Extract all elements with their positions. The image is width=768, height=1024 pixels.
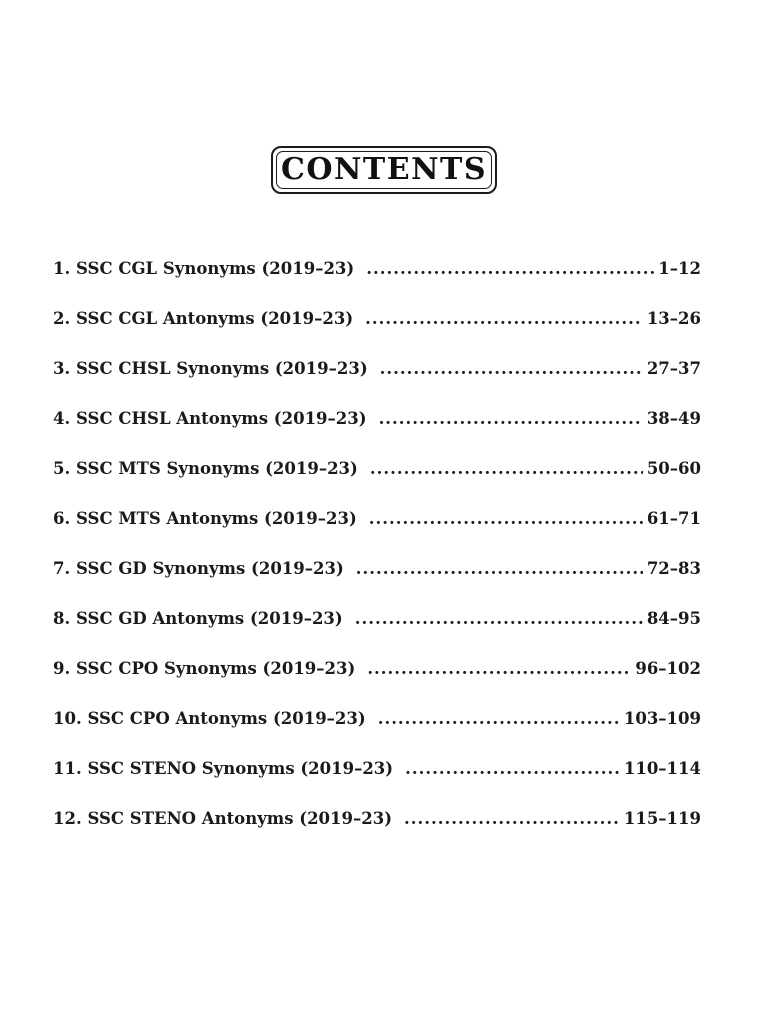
toc-entry-page-range: 84–95 — [646, 609, 701, 628]
toc-entry-page-range: 72–83 — [646, 559, 701, 578]
toc-entry — [53, 505, 701, 555]
toc-dot-leader — [370, 455, 643, 483]
toc-entry — [53, 305, 701, 355]
toc-entry-title: 10. SSC CPO Antonyms (2019–23) — [53, 709, 366, 728]
toc-entry — [53, 655, 701, 705]
toc-entry-title: 7. SSC GD Synonyms (2019–23) — [53, 559, 344, 578]
toc-entry-page-range: 103–109 — [623, 709, 701, 728]
toc-entry-page-range: 13–26 — [646, 309, 701, 328]
toc-entry-title: 8. SSC GD Antonyms (2019–23) — [53, 609, 343, 628]
toc-dot-leader — [369, 505, 643, 533]
toc-entry-title: 4. SSC CHSL Antonyms (2019–23) — [53, 409, 367, 428]
toc-entry-title: 5. SSC MTS Synonyms (2019–23) — [53, 459, 358, 478]
toc-entry-page-range: 96–102 — [635, 659, 701, 678]
toc-dot-leader — [379, 405, 643, 433]
contents-heading: CONTENTS — [280, 152, 488, 187]
toc-entry-page-range: 61–71 — [646, 509, 701, 528]
toc-entry — [53, 555, 701, 605]
toc-dot-leader — [355, 605, 643, 633]
toc-entry-page-range: 110–114 — [623, 759, 701, 778]
toc-entry-page-range: 50–60 — [646, 459, 701, 478]
toc-dot-leader — [405, 755, 620, 783]
toc-dot-leader — [356, 555, 643, 583]
toc-dot-leader — [366, 255, 654, 283]
toc-dot-leader — [380, 355, 643, 383]
toc-entry-page-range: 115–119 — [623, 809, 701, 828]
contents-heading-frame — [271, 146, 497, 194]
toc-dot-leader — [365, 305, 643, 333]
toc-entry-title: 6. SSC MTS Antonyms (2019–23) — [53, 509, 357, 528]
toc-entry — [53, 355, 701, 405]
toc-entry-title: 9. SSC CPO Synonyms (2019–23) — [53, 659, 356, 678]
toc-entry-title: 1. SSC CGL Synonyms (2019–23) — [53, 259, 355, 278]
toc-entry — [53, 605, 701, 655]
toc-entry — [53, 805, 701, 855]
toc-dot-leader — [404, 805, 620, 833]
toc-entry — [53, 705, 701, 755]
toc-entry-title: 12. SSC STENO Antonyms (2019–23) — [53, 809, 393, 828]
toc-dot-leader — [378, 705, 620, 733]
toc-entry — [53, 455, 701, 505]
toc-entry-title: 11. SSC STENO Synonyms (2019–23) — [53, 759, 394, 778]
toc-dot-leader — [367, 655, 631, 683]
toc-entry-page-range: 1–12 — [658, 259, 701, 278]
toc-entry-title: 2. SSC CGL Antonyms (2019–23) — [53, 309, 354, 328]
toc-entry — [53, 755, 701, 805]
table-of-contents — [53, 255, 701, 855]
toc-entry — [53, 255, 701, 305]
contents-heading-inner-frame — [276, 151, 492, 189]
toc-entry-title: 3. SSC CHSL Synonyms (2019–23) — [53, 359, 368, 378]
toc-entry-page-range: 38–49 — [646, 409, 701, 428]
toc-entry — [53, 405, 701, 455]
toc-entry-page-range: 27–37 — [646, 359, 701, 378]
